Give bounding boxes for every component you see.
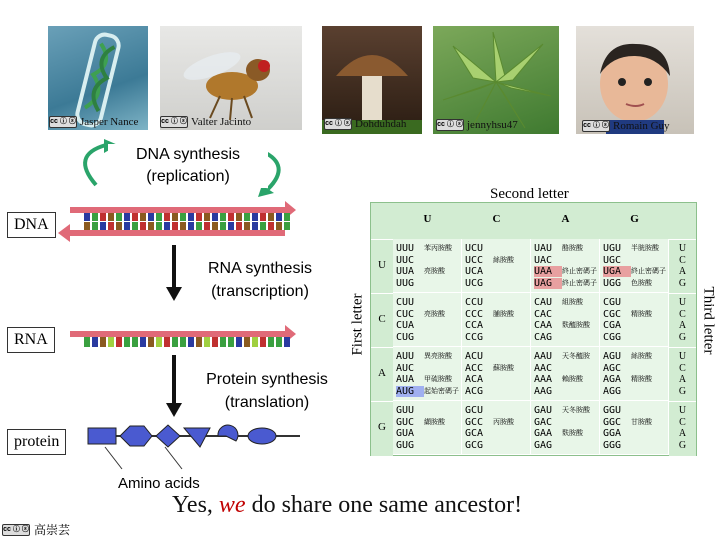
dna-base <box>148 222 154 230</box>
codon: CAG <box>534 331 553 343</box>
dna-base <box>268 213 274 221</box>
replication-arrow-left <box>85 145 106 185</box>
dna-base <box>132 213 138 221</box>
amino-acid-name: 賴胺酸 <box>562 375 583 383</box>
cc-license-icon: cc ⓘ ⓢ <box>160 116 188 128</box>
rna-base <box>268 337 274 347</box>
codon: GCA <box>465 428 484 439</box>
conclusion-text <box>172 492 522 519</box>
codon: CGC <box>603 308 622 320</box>
dna-base <box>124 222 130 230</box>
dna-base <box>204 213 210 221</box>
codon: UGC <box>603 254 622 266</box>
conclusion-emphasis: we <box>218 492 246 518</box>
rna-base <box>100 337 106 347</box>
amino-acid-name: 組胺酸 <box>562 298 583 306</box>
codon: UUC <box>396 254 415 266</box>
column-header: C <box>492 213 501 225</box>
cc-license-icon: cc ⓘ ⓢ <box>2 524 30 536</box>
dna-base <box>188 222 194 230</box>
amino-acid-name: 天冬醯胺 <box>562 352 590 360</box>
rna-base <box>220 337 226 347</box>
dna-base <box>84 213 90 221</box>
third-letter: G <box>678 439 687 451</box>
amino-acid-name: 終止密碼子 <box>631 267 666 275</box>
dna-base <box>204 222 210 230</box>
dna-base <box>172 222 178 230</box>
author-credit: cc ⓘ ⓢ 高崇芸 <box>3 523 71 537</box>
third-letter: U <box>678 351 687 362</box>
third-letter: C <box>679 362 686 374</box>
dna-base <box>268 222 274 230</box>
amino-acid-name: 酪胺酸 <box>562 244 583 252</box>
codon: GGU <box>603 405 622 416</box>
amino-acid-name: 終止密碼子 <box>562 278 597 287</box>
codon: GAU <box>534 405 553 416</box>
codon: CUU <box>396 297 415 308</box>
amino-acid-name: 蘇胺酸 <box>493 363 514 372</box>
cc-license-icon: cc ⓘ ⓢ <box>324 118 352 130</box>
row-header: G <box>378 421 386 433</box>
dna-base <box>228 213 234 221</box>
column-header: U <box>423 213 432 225</box>
translation-label: Protein synthesis (translation) <box>206 371 328 411</box>
dna-base <box>228 222 234 230</box>
conclusion-part2: do share one same ancestor! <box>245 492 523 518</box>
amino-acid-name: 色胺酸 <box>631 278 652 287</box>
dna-base <box>220 222 226 230</box>
amino-acid-name: 絲胺酸 <box>631 352 652 360</box>
codon: CCA <box>465 320 484 331</box>
row-header: U <box>378 259 386 271</box>
third-letter: U <box>678 405 687 416</box>
third-letter: A <box>678 428 687 439</box>
rna-strand <box>70 325 296 347</box>
rna-base <box>84 337 90 347</box>
photo-credit-3: cc ⓘ ⓢ Dohduhdah <box>325 118 407 130</box>
third-letter: A <box>678 320 687 331</box>
codon: CCC <box>465 308 484 320</box>
rna-base <box>284 337 290 347</box>
third-letter: A <box>678 374 687 385</box>
rna-base <box>228 337 234 347</box>
rna-base <box>180 337 186 347</box>
codon: GAA <box>534 428 553 439</box>
codon: CUA <box>396 320 415 331</box>
rna-base <box>188 337 194 347</box>
amino-acid-name: 絲胺酸 <box>493 255 514 264</box>
cc-license-icon: cc ⓘ ⓢ <box>49 116 77 128</box>
photo-credit-5: cc ⓘ ⓢ Romain Guy <box>583 120 670 132</box>
photo-child <box>576 26 694 134</box>
cc-license-icon: cc ⓘ ⓢ <box>582 120 610 132</box>
amino-acid-name: 麩胺酸 <box>562 429 583 437</box>
rna-base <box>252 337 258 347</box>
dna-base <box>92 222 98 230</box>
codon: ACC <box>465 362 484 374</box>
dna-base <box>92 213 98 221</box>
codon: CAC <box>534 308 553 320</box>
dna-base <box>164 222 170 230</box>
photo-credit-2: cc ⓘ ⓢ Valter Jacinto <box>161 116 252 128</box>
row-header: C <box>378 313 386 325</box>
amino-acid-name: 亮胺酸 <box>424 309 445 318</box>
dna-base <box>172 213 178 221</box>
amino-acid-shape <box>88 428 116 444</box>
codon: AGC <box>603 362 622 374</box>
dna-base <box>196 222 202 230</box>
amino-acid-name: 纈胺酸 <box>424 417 445 426</box>
dna-base <box>84 222 90 230</box>
rna-base <box>132 337 138 347</box>
photo-credit-1: cc ⓘ ⓢ Jasper Nance <box>50 116 139 128</box>
codon: UUG <box>396 277 415 289</box>
third-letter: C <box>679 254 686 266</box>
codon: UAU <box>534 243 553 254</box>
rna-base <box>260 337 266 347</box>
dna-base <box>140 213 146 221</box>
amino-acid-name: 精胺酸 <box>631 375 652 383</box>
third-letter: C <box>679 416 686 428</box>
rna-base <box>92 337 98 347</box>
rna-base <box>212 337 218 347</box>
dna-base <box>260 222 266 230</box>
amino-acid-name: 天冬胺酸 <box>562 406 590 414</box>
rna-base <box>172 337 178 347</box>
dna-base <box>180 213 186 221</box>
replication-label: DNA synthesis (replication) <box>108 144 268 188</box>
codon: ACU <box>465 351 484 362</box>
codon: AGG <box>603 385 622 397</box>
photo-credit-4: cc ⓘ ⓢ jennyhsu47 <box>437 119 518 131</box>
codon: AUC <box>396 362 415 374</box>
amino-acids-label: Amino acids <box>118 475 200 492</box>
amino-acid-shape <box>218 425 238 441</box>
amino-acid-shape <box>184 428 210 447</box>
codon: CGU <box>603 297 622 308</box>
codon: GUC <box>396 416 415 428</box>
codon: GCC <box>465 416 484 428</box>
dna-base <box>260 213 266 221</box>
codon: ACG <box>465 385 484 397</box>
codon: CAA <box>534 320 553 331</box>
dna-double-helix <box>58 201 296 242</box>
dna-base <box>108 222 114 230</box>
codon: UCA <box>465 266 484 277</box>
column-header: A <box>561 213 570 225</box>
codon: AAU <box>534 351 553 362</box>
amino-acid-name: 苯丙胺酸 <box>424 244 452 252</box>
codon: UCC <box>465 254 484 266</box>
codon: UUU <box>396 243 415 254</box>
rna-base <box>244 337 250 347</box>
amino-acid-shape <box>248 428 276 444</box>
amino-acid-name: 亮胺酸 <box>424 267 445 275</box>
codon: UAC <box>534 254 553 266</box>
dna-base <box>284 213 290 221</box>
codon: UGA <box>603 266 631 277</box>
codon: AUA <box>396 374 415 385</box>
amino-acid-name: 精胺酸 <box>631 309 652 318</box>
second-letter-title: Second letter <box>490 186 569 202</box>
dna-base <box>252 213 258 221</box>
rna-base <box>116 337 122 347</box>
dna-base <box>244 222 250 230</box>
dna-base <box>164 213 170 221</box>
dna-base <box>132 222 138 230</box>
conclusion-part1: Yes, <box>172 492 219 518</box>
third-letter: G <box>678 385 687 397</box>
third-letter: G <box>678 277 687 289</box>
codon: GUG <box>396 439 415 451</box>
codon: CUG <box>396 331 415 343</box>
dna-base <box>156 213 162 221</box>
third-letter-title: Third letter <box>700 286 717 355</box>
dna-base <box>212 222 218 230</box>
codon: GAC <box>534 416 553 428</box>
codon: AUG <box>396 386 424 397</box>
codon: UCU <box>465 243 484 254</box>
cc-license-icon: cc ⓘ ⓢ <box>436 119 464 131</box>
dna-base <box>148 213 154 221</box>
dna-base <box>188 213 194 221</box>
dna-base <box>180 222 186 230</box>
rna-base <box>276 337 282 347</box>
codon: ACA <box>465 374 484 385</box>
protein-chain <box>88 425 300 447</box>
first-letter-title: First letter <box>349 293 366 356</box>
rna-base <box>204 337 210 347</box>
codon: UUA <box>396 266 415 277</box>
codon: AAC <box>534 362 553 374</box>
codon: UCG <box>465 277 484 289</box>
amino-acid-name: 甘胺酸 <box>631 417 652 426</box>
transcription-label: RNA synthesis (transcription) <box>207 260 313 300</box>
codon: GUU <box>396 405 415 416</box>
dna-base <box>212 213 218 221</box>
dna-base <box>100 222 106 230</box>
codon: GGG <box>603 439 622 451</box>
codon: GCG <box>465 439 484 451</box>
dna-base <box>284 222 290 230</box>
dna-base <box>108 213 114 221</box>
codon: CCU <box>465 297 484 308</box>
rna-base <box>156 337 162 347</box>
dna-base <box>100 213 106 221</box>
rna-base <box>236 337 242 347</box>
amino-acid-shape <box>156 425 180 447</box>
codon: CUC <box>396 308 415 320</box>
amino-acid-name: 麩醯胺酸 <box>562 321 590 329</box>
dna-base <box>116 222 122 230</box>
photo-diatom <box>48 26 148 130</box>
dna-base <box>252 222 258 230</box>
codon-table <box>370 202 697 456</box>
third-letter: U <box>678 297 687 308</box>
dna-base <box>156 222 162 230</box>
codon: GGA <box>603 428 622 439</box>
amino-acid-shape <box>120 426 152 446</box>
codon: AGU <box>603 351 622 362</box>
photo-plant <box>433 26 559 134</box>
dna-base <box>244 213 250 221</box>
dna-base <box>276 222 282 230</box>
rna-label: RNA <box>7 327 55 353</box>
codon: AGA <box>603 374 622 385</box>
codon: GGC <box>603 416 622 428</box>
dna-base <box>236 213 242 221</box>
dna-base <box>116 213 122 221</box>
codon: CCG <box>465 331 484 343</box>
rna-base <box>148 337 154 347</box>
rna-base <box>124 337 130 347</box>
dna-label: DNA <box>7 212 56 238</box>
codon: AAG <box>534 385 553 397</box>
codon: CAU <box>534 297 553 308</box>
codon: CGA <box>603 320 622 331</box>
codon: CGG <box>603 331 622 343</box>
third-letter: U <box>678 243 687 254</box>
row-header: A <box>378 367 386 379</box>
amino-acid-name: 丙胺酸 <box>493 417 514 426</box>
amino-acid-name: 半胱胺酸 <box>631 244 659 252</box>
column-header: G <box>630 213 639 225</box>
codon: GAG <box>534 439 553 451</box>
codon: UAA <box>534 266 562 277</box>
codon: UGU <box>603 243 622 254</box>
codon: UGG <box>603 277 622 289</box>
codon: GCU <box>465 405 484 416</box>
codon: AAA <box>534 374 553 385</box>
dna-base <box>220 213 226 221</box>
amino-acid-name: 終止密碼子 <box>562 267 597 275</box>
amino-acid-name: 脯胺酸 <box>493 309 514 318</box>
rna-base <box>164 337 170 347</box>
codon: UAG <box>534 278 562 289</box>
rna-base <box>108 337 114 347</box>
amino-acid-name: 異亮胺酸 <box>424 352 452 360</box>
amino-acid-name: 甲硫胺酸 <box>424 375 452 383</box>
dna-base <box>124 213 130 221</box>
third-letter: A <box>678 266 687 277</box>
amino-acid-name: 起始密碼子 <box>424 386 459 395</box>
protein-label: protein <box>7 429 66 455</box>
photo-fruit-fly <box>160 26 302 130</box>
dna-base <box>196 213 202 221</box>
dna-base <box>236 222 242 230</box>
rna-base <box>196 337 202 347</box>
rna-base <box>140 337 146 347</box>
third-letter: C <box>679 308 686 320</box>
codon: AUU <box>396 351 415 362</box>
dna-base <box>276 213 282 221</box>
dna-base <box>140 222 146 230</box>
third-letter: G <box>678 331 687 343</box>
codon: GUA <box>396 428 415 439</box>
